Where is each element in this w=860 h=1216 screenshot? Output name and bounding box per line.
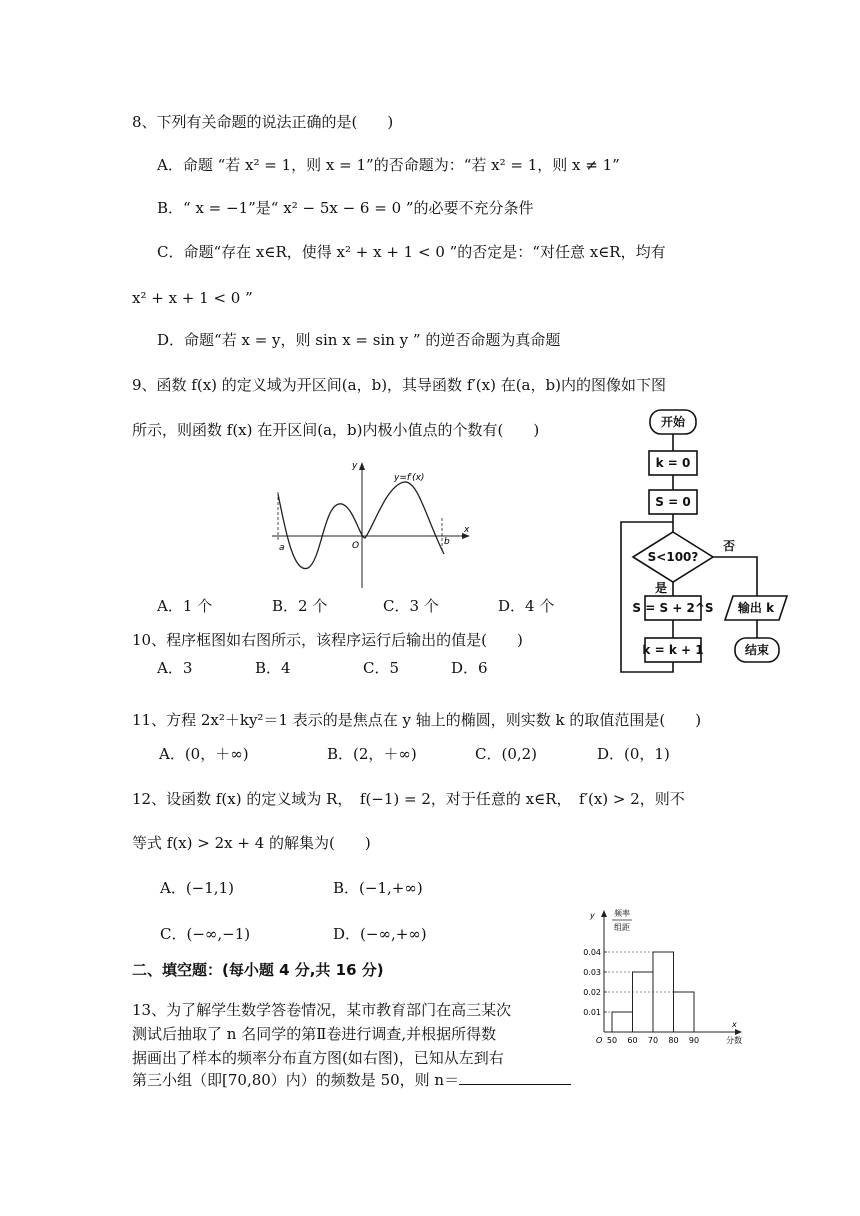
q12-option-c: C．(−∞,−1) <box>160 925 251 943</box>
hist-x-tick-3: 80 <box>668 1036 679 1045</box>
hist-y-letter: y <box>590 911 595 920</box>
graph-x-label: x <box>464 525 470 535</box>
hist-y-arrow <box>601 910 607 917</box>
q11-option-a: A．(0，＋∞) <box>159 745 249 763</box>
flow-update-s-label: S = S + 2^S <box>632 601 714 615</box>
q11-option-d: D．(0，1) <box>597 745 670 763</box>
q13-line3: 据画出了样本的频率分布直方图(如右图)，已知从左到右 <box>132 1049 504 1067</box>
q12-stem-line2: 等式 f(x) > 2x + 4 的解集为( ) <box>132 834 371 852</box>
graph-curve-label: y=f′(x) <box>394 473 425 483</box>
q13-line2: 测试后抽取了 n 名同学的第Ⅱ卷进行调查,并根据所得数 <box>132 1025 497 1043</box>
q13-line1: 13、为了解学生数学答卷情况，某市教育部门在高三某次 <box>132 1001 512 1019</box>
q8-stem: 8、下列有关命题的说法正确的是( ) <box>132 113 394 131</box>
hist-y-tick-0: 0.01 <box>583 1008 601 1017</box>
q13-line4 <box>132 1070 571 1090</box>
q10-option-c: C．5 <box>363 659 400 677</box>
q11-option-b: B．(2，＋∞) <box>327 745 417 763</box>
hist-x-tick-2: 70 <box>647 1036 659 1045</box>
hist-ylabel-bottom: 组距 <box>614 923 630 932</box>
q10-stem: 10、程序框图如右图所示，该程序运行后输出的值是( ) <box>132 631 523 649</box>
derivative-curve <box>278 482 444 569</box>
hist-y-tick-2: 0.03 <box>583 968 601 977</box>
hist-x-tick-4: 90 <box>688 1036 700 1045</box>
q8-option-b: B．“ x = −1”是“ x² − 5x − 6 = 0 ”的必要不充分条件 <box>157 199 534 217</box>
q9-option-d: D．4 个 <box>498 597 555 615</box>
graph-y-label: y <box>352 461 358 471</box>
q8-option-c-continued: x² + x + 1 < 0 ” <box>132 289 253 307</box>
q11-stem: 11、方程 2x²＋ky²＝1 表示的是焦点在 y 轴上的椭圆，则实数 k 的取值范围是( ) <box>132 711 702 729</box>
hist-x-letter: x <box>732 1020 737 1029</box>
flow-output-label: 输出 k <box>737 601 775 615</box>
hist-xlabel: 分数 <box>726 1036 742 1045</box>
q9-stem-line1: 9、函数 f(x) 的定义域为开区间(a，b)，其导函数 f′(x) 在(a，b)内的图像如下图 <box>132 376 666 394</box>
graph-a-label: a <box>279 543 285 553</box>
q8-option-c: C．命题“存在 x∈R，使得 x² + x + 1 < 0 ”的否定是：“对任意 x∈R，均有 <box>157 243 666 261</box>
graph-y-arrow <box>359 462 365 470</box>
q12-option-d: D．(−∞,+∞) <box>333 925 427 943</box>
q9-option-b: B．2 个 <box>272 597 328 615</box>
hist-origin-label: O <box>596 1036 603 1045</box>
hist-bar-1 <box>633 972 654 1032</box>
hist-bar-3 <box>674 992 695 1032</box>
section-2-header: 二、填空题：(每小题 4 分,共 16 分) <box>132 961 384 979</box>
flow-yes-label: 是 <box>655 581 668 595</box>
hist-bar-0 <box>612 1012 633 1032</box>
flow-s-init-label: S = 0 <box>655 495 691 509</box>
q13-answer-blank[interactable] <box>459 1070 571 1085</box>
program-flowchart <box>605 404 805 676</box>
hist-x-tick-1: 60 <box>627 1036 638 1045</box>
graph-o-label: O <box>352 541 360 551</box>
derivative-graph <box>266 456 476 596</box>
q9-stem-line2: 所示，则函数 f(x) 在开区间(a，b)内极小值点的个数有( ) <box>132 421 540 439</box>
q9-option-c: C．3 个 <box>383 597 439 615</box>
flow-no-branch <box>713 557 757 596</box>
flow-condition-label: S<100? <box>647 550 699 564</box>
flow-end-label: 结束 <box>744 643 770 657</box>
q12-option-b: B．(−1,+∞) <box>333 879 423 897</box>
q13-line4-text: 第三小组（即[70,80）内）的频数是 50，则 n＝ <box>132 1071 460 1089</box>
flow-start-label: 开始 <box>660 415 686 429</box>
hist-x-tick-0: 50 <box>606 1036 618 1045</box>
q10-option-a: A．3 <box>157 659 193 677</box>
hist-y-tick-1: 0.02 <box>583 988 601 997</box>
flow-k-init-label: k = 0 <box>655 456 691 470</box>
hist-x-arrow <box>735 1029 742 1035</box>
q9-option-a: A．1 个 <box>157 597 213 615</box>
graph-b-label: b <box>444 537 450 547</box>
q11-option-c: C．(0,2) <box>475 745 538 763</box>
q8-option-d: D．命题“若 x = y，则 sin x = sin y ” 的逆否命题为真命题 <box>157 331 561 349</box>
q12-stem-line1: 12、设函数 f(x) 的定义域为 R， f(−1) = 2，对于任意的 x∈R， f′(x) > 2，则不 <box>132 790 685 808</box>
frequency-histogram <box>572 902 752 1052</box>
flow-no-label: 否 <box>723 539 736 553</box>
flow-update-k-label: k = k + 1 <box>642 643 704 657</box>
q10-option-d: D．6 <box>451 659 488 677</box>
q8-option-a: A．命题 “若 x² = 1，则 x = 1”的否命题为：“若 x² = 1，则 x ≠ 1” <box>157 156 620 174</box>
hist-ylabel-top: 频率 <box>614 909 630 918</box>
hist-y-tick-3: 0.04 <box>583 948 601 957</box>
q12-option-a: A．(−1,1) <box>160 879 234 897</box>
q10-option-b: B．4 <box>255 659 291 677</box>
